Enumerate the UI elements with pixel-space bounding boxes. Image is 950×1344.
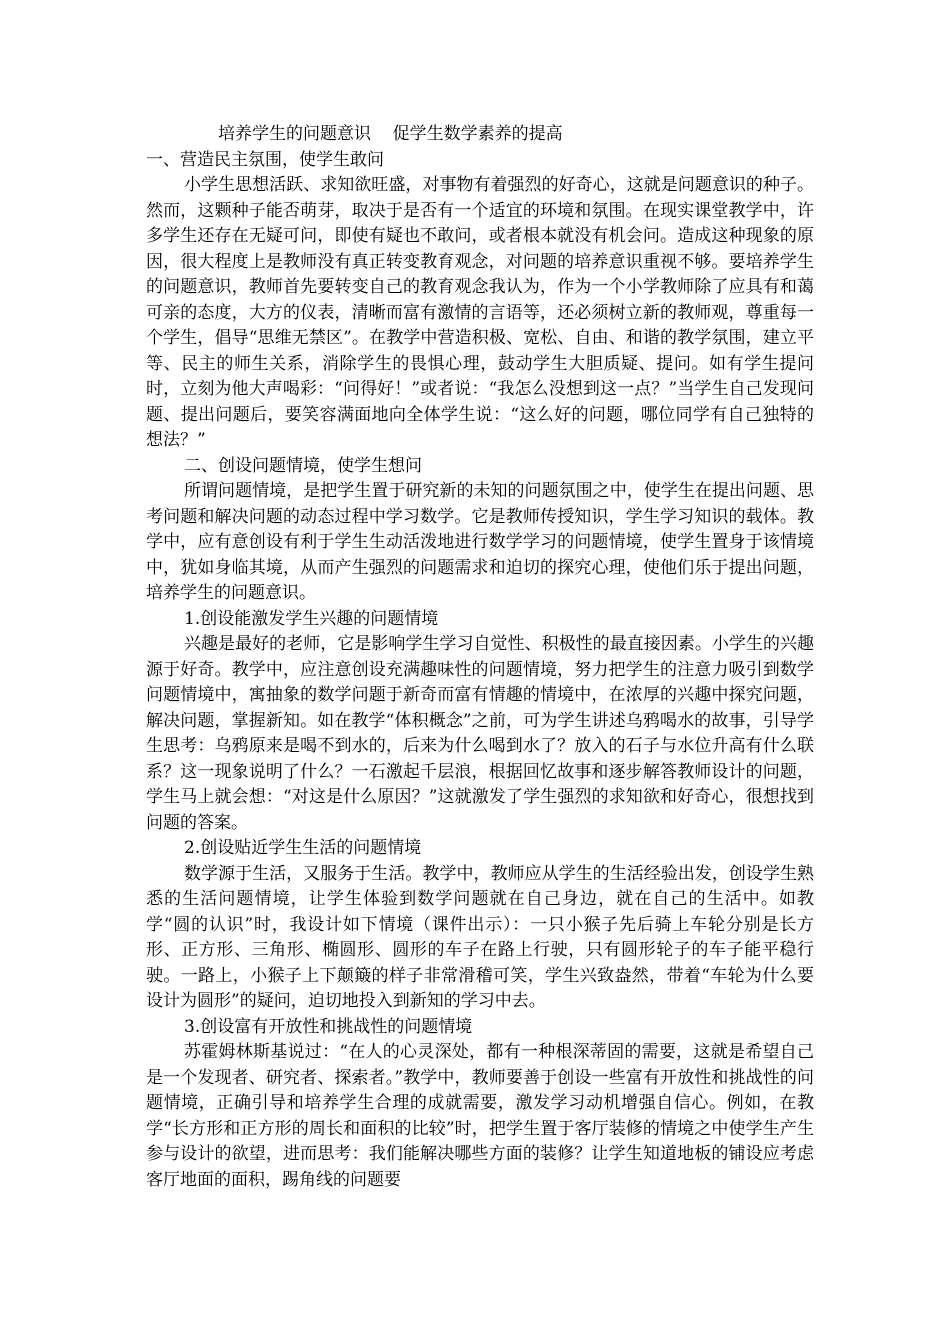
paragraph-2: 所谓问题情境，是把学生置于研究新的未知的问题氛围之中，使学生在提出问题、思考问题和解决问题的动态过程中学习数学。它是教师传授知识，学生学习知识的载体。教学中，应有意创设有利于学生生动活泼地进行数学学习的问题情境，使学生置身于该情境中，犹如身临其境，从而产生强烈的问题需求和迫切的探究心理，使他们乐于提出问题，培养学生的问题意识。 xyxy=(146,481,814,603)
subsection-heading-1: 1.创设能激发学生兴趣的问题情境 xyxy=(184,608,439,629)
subsection-heading-2: 2.创设贴近学生生活的问题情境 xyxy=(184,838,422,858)
subsection-heading-3: 3.创设富有开放性和挑战性的问题情境 xyxy=(184,1016,473,1037)
paragraph-5: 苏霍姆林斯基说过：“在人的心灵深处，都有一种根深蒂固的需要，这就是希望自己是一个发现者、研究者、探索者。”教学中，教师要善于创设一些富有开放性和挑战性的问题情境，正确引导和培养学生合理的成就需要，激发学习动机增强自信心。例如，在教学“长方形和正方形的周长和面积的比较”时，把学生置于客厅装修的情境之中使学生产生参与设计的欲望，进而思考：我们能解决哪些方面的装修？让学生知道地板的铺设应考虑客厅地面的面积，踢角线的问题要 xyxy=(146,1042,814,1190)
section-heading-1: 一、营造民主氛围，使学生敢问 xyxy=(146,149,384,170)
paragraph-4: 数学源于生活，又服务于生活。教学中，教师应从学生的生活经验出发，创设学生熟悉的生活问题情境，让学生体验到数学问题就在自己身边，就在自己的生活中。如教学“圆的认识”时，我设计如下情境（课件出示）：一只小猴子先后骑上车轮分别是长方形、正方形、三角形、椭圆形、圆形的车子在路上行驶，只有圆形轮子的车子能平稳行驶。一路上，小猴子上下颠簸的样子非常滑稽可笑，学生兴致盎然，带着“车轮为什么要设计为圆形”的疑问，迫切地投入到新知的学习中去。 xyxy=(146,863,814,1011)
document-title: 培养学生的问题意识 促学生数学素养的提高 xyxy=(218,124,563,144)
paragraph-3: 兴趣是最好的老师，它是影响学生学习自觉性、积极性的最直接因素。小学生的兴趣源于好奇。教学中，应注意创设充满趣味性的问题情境，努力把学生的注意力吸引到数学问题情境中，寓抽象的数学问题于新奇而富有情趣的情境中，在浓厚的兴趣中探究问题，解决问题，掌握新知。如在教学“体积概念”之前，可为学生讲述乌鸦喝水的故事，引导学生思考：乌鸦原来是喝不到水的，后来为什么喝到水了？放入的石子与水位升高有什么联系？这一现象说明了什么？一石激起千层浪，根据回忆故事和逐步解答教师设计的问题，学生马上就会想：“对这是什么原因？”这就激发了学生强烈的求知欲和好奇心，很想找到问题的答案。 xyxy=(146,634,814,833)
paragraph-1: 小学生思想活跃、求知欲旺盛，对事物有着强烈的好奇心，这就是问题意识的种子。然而，这颗种子能否萌芽，取决于是否有一个适宜的环境和氛围。在现实课堂教学中，许多学生还存在无疑可问，即使有疑也不敢问，或者根本就没有机会问。造成这种现象的原因，很大程度上是教师没有真正转变教育观念，对问题的培养意识重视不够。要培养学生的问题意识，教师首先要转变自己的教育观念我认为，作为一个小学教师除了应具有和蔼可亲的态度，大方的仪表，清晰而富有激情的言语等，还必须树立新的教师观，尊重每一个学生，倡导“思维无禁区”。在教学中营造积极、宽松、自由、和谐的教学氛围，建立平等、民主的师生关系，消除学生的畏惧心理，鼓动学生大胆质疑、提问。如有学生提问时，立刻为他大声喝彩：“问得好！”或者说：“我怎么没想到这一点？”当学生自己发现问题、提出问题后，要笑容满面地向全体学生说：“这么好的问题，哪位同学有自己独特的想法？” xyxy=(146,175,814,450)
document-page xyxy=(146,122,814,1193)
section-heading-2: 二、创设问题情境，使学生想问 xyxy=(184,455,422,476)
